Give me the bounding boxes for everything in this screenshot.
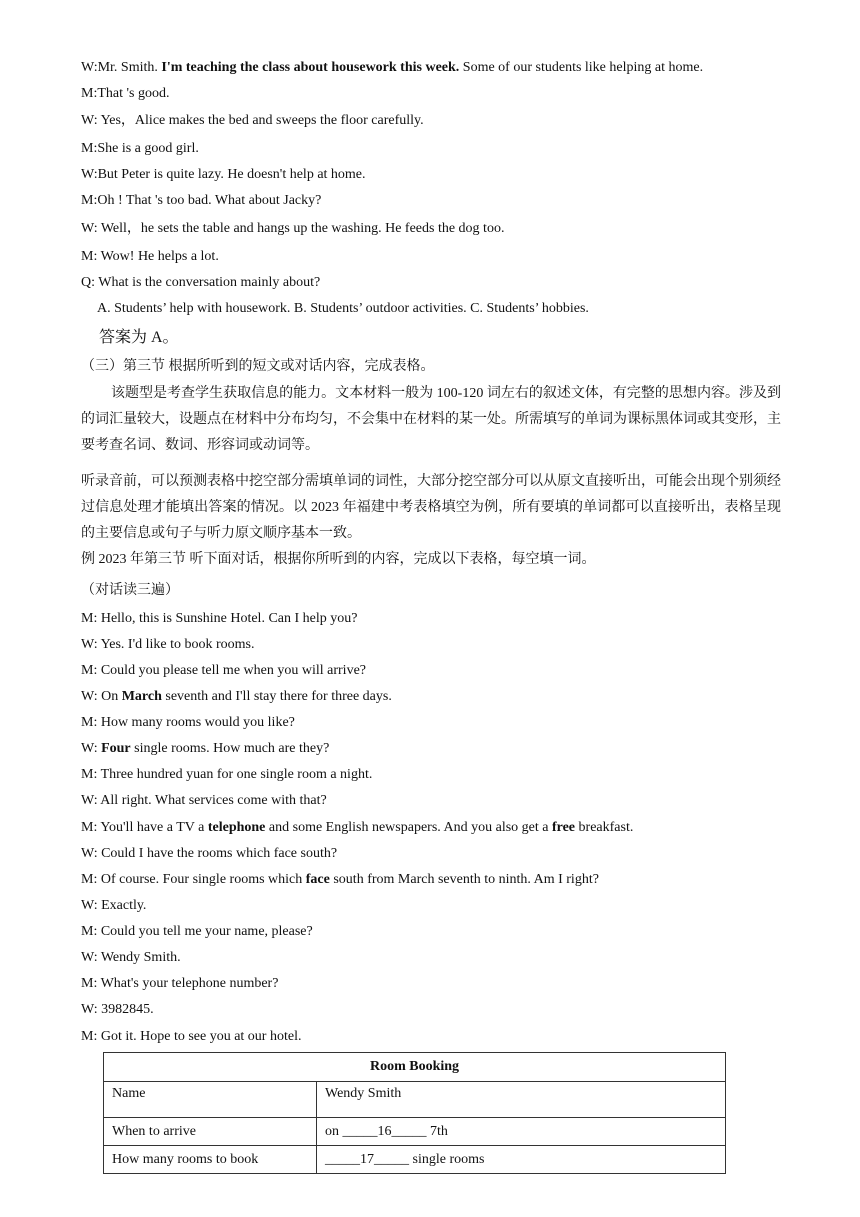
- dialogue2-line-15: M: What's your telephone number?: [81, 976, 279, 991]
- dialogue1-line-8: M: Wow! He helps a lot.: [81, 249, 219, 264]
- dialogue2-line-11: M: Of course. Four single rooms which face south from March seventh to ninth. Am I right?: [81, 872, 599, 887]
- row-value-arrive: on _____16_____ 7th: [317, 1118, 726, 1146]
- explanation-paragraph-2: 听录音前，可以预测表格中挖空部分需填单词的词性，大部分挖空部分可以从原文直接听出，可能会出现个别须经过信息处理才能填出答案的情况。以 2023 年福建中考表格填空为例，所有要填的单词都可以直接听出，表格呈现的主要信息或句子与听力原文顺序基本一致。: [81, 474, 781, 541]
- row-label-name: Name: [104, 1082, 317, 1118]
- section-heading: （三）第三节 根据所听到的短文或对话内容，完成表格。: [81, 359, 435, 374]
- dialogue2-line-5: M: How many rooms would you like?: [81, 715, 295, 730]
- dialogue1-line-2: M:That 's good.: [81, 86, 170, 101]
- room-booking-table: [103, 1052, 726, 1174]
- row-label-arrive: When to arrive: [104, 1118, 317, 1146]
- dialogue2-line-1: M: Hello, this is Sunshine Hotel. Can I help you?: [81, 611, 358, 626]
- row-label-rooms: How many rooms to book: [104, 1146, 317, 1174]
- read-note: （对话读三遍）: [81, 583, 179, 598]
- row-value-rooms: _____17_____ single rooms: [317, 1146, 726, 1174]
- dialogue2-line-13: M: Could you tell me your name, please?: [81, 924, 313, 939]
- dialogue2-line-12: W: Exactly.: [81, 898, 147, 913]
- table-row: [104, 1082, 726, 1118]
- table-row: [104, 1118, 726, 1146]
- dialogue2-line-3: M: Could you please tell me when you will arrive?: [81, 663, 366, 678]
- dialogue1-line-5: W:But Peter is quite lazy. He doesn't help at home.: [81, 167, 366, 182]
- dialogue2-line-17: M: Got it. Hope to see you at our hotel.: [81, 1029, 302, 1044]
- table-row: [104, 1146, 726, 1174]
- example-heading: 例 2023 年第三节 听下面对话，根据你所听到的内容，完成以下表格，每空填一词。: [81, 552, 596, 567]
- explanation-paragraph-1: 该题型是考查学生获取信息的能力。文本材料一般为 100-120 词左右的叙述文体，有完整的思想内容。涉及到的词汇量较大，设题点在材料中分布均匀，不会集中在材料的某一处。所需填写的单词为课标黑体词或其变形，主要考查名词、数词、形容词或动词等。: [81, 386, 781, 453]
- dialogue1-line-6: M:Oh ! That 's too bad. What about Jacky?: [81, 193, 322, 208]
- dialogue1-line-1: W:Mr. Smith. I'm teaching the class about housework this week. Some of our students like helping at home.: [81, 60, 704, 75]
- dialogue2-line-2: W: Yes. I'd like to book rooms.: [81, 637, 255, 652]
- dialogue1-line-4: M:She is a good girl.: [81, 141, 199, 156]
- dialogue2-line-16: W: 3982845.: [81, 1002, 154, 1017]
- dialogue2-line-10: W: Could I have the rooms which face south?: [81, 846, 338, 861]
- table-title: Room Booking: [104, 1053, 726, 1082]
- dialogue2-line-7: M: Three hundred yuan for one single room a night.: [81, 767, 373, 782]
- dialogue2-line-8: W: All right. What services come with that?: [81, 793, 327, 808]
- dialogue1-line-3: W: Yes，Alice makes the bed and sweeps the floor carefully.: [81, 113, 424, 128]
- question-line: Q: What is the conversation mainly about?: [81, 275, 321, 290]
- dialogue1-line-7: W: Well，he sets the table and hangs up the washing. He feeds the dog too.: [81, 221, 505, 236]
- dialogue2-line-14: W: Wendy Smith.: [81, 950, 181, 965]
- dialogue2-line-6: W: Four single rooms. How much are they?: [81, 741, 330, 756]
- dialogue2-line-4: W: On March seventh and I'll stay there for three days.: [81, 689, 392, 704]
- row-value-name: Wendy Smith: [317, 1082, 726, 1118]
- answer-options: A. Students’ help with housework. B. Students’ outdoor activities. C. Students’ hobbies.: [97, 301, 589, 316]
- answer-text: 答案为 A。: [99, 329, 179, 346]
- dialogue2-line-9: M: You'll have a TV a telephone and some English newspapers. And you also get a free breakfast.: [81, 820, 634, 835]
